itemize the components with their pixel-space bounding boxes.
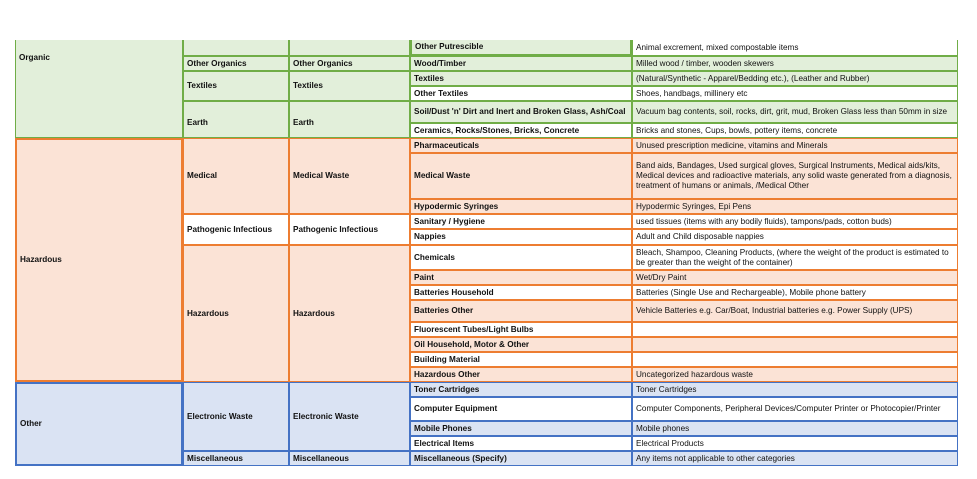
subtype-pathogenic: Pathogenic Infectious (289, 214, 410, 245)
item-hypodermic-syringes: Hypodermic Syringes (410, 199, 632, 214)
type-other-organics: Other Organics (183, 56, 289, 71)
category-other: Other (15, 382, 183, 466)
item-miscellaneous-specify: Miscellaneous (Specify) (410, 451, 632, 466)
desc-toner-cartridges: Toner Cartridges (632, 382, 958, 397)
desc-other-textiles: Shoes, handbags, millinery etc (632, 86, 958, 101)
subtype-electronic-waste: Electronic Waste (289, 382, 410, 451)
type-earth: Earth (183, 101, 289, 138)
desc-fluorescent-tubes (632, 322, 958, 337)
desc-electrical-items: Electrical Products (632, 436, 958, 451)
item-other-putrescible: Other Putrescible (410, 40, 632, 56)
item-chemicals: Chemicals (410, 245, 632, 270)
desc-hazardous-other: Uncategorized hazardous waste (632, 367, 958, 382)
desc-pharmaceuticals: Unused prescription medicine, vitamins and Minerals (632, 138, 958, 153)
subtype-earth: Earth (289, 101, 410, 138)
item-fluorescent-tubes: Fluorescent Tubes/Light Bulbs (410, 322, 632, 337)
item-building-material: Building Material (410, 352, 632, 367)
desc-building-material (632, 352, 958, 367)
item-ceramics: Ceramics, Rocks/Stones, Bricks, Concrete (410, 123, 632, 138)
item-soil-dust: Soil/Dust 'n' Dirt and Inert and Broken Glass, Ash/Coal (410, 101, 632, 123)
type-cell-empty (183, 40, 289, 56)
desc-soil-dust: Vacuum bag contents, soil, rocks, dirt, grit, mud, Broken Glass less than 50mm in size (632, 101, 958, 123)
desc-oil-household (632, 337, 958, 352)
desc-mobile-phones: Mobile phones (632, 421, 958, 436)
item-textiles: Textiles (410, 71, 632, 86)
desc-chemicals: Bleach, Shampoo, Cleaning Products, (where the weight of the product is estimated to be greater than the weight of the container) (632, 245, 958, 270)
type-miscellaneous: Miscellaneous (183, 451, 289, 466)
subtype-textiles: Textiles (289, 71, 410, 101)
item-paint: Paint (410, 270, 632, 285)
desc-miscellaneous: Any items not applicable to other categories (632, 451, 958, 466)
desc-paint: Wet/Dry Paint (632, 270, 958, 285)
subtype-other-organics: Other Organics (289, 56, 410, 71)
item-computer-equipment: Computer Equipment (410, 397, 632, 421)
subtype-cell-empty (289, 40, 410, 56)
item-batteries-other: Batteries Other (410, 300, 632, 322)
type-pathogenic: Pathogenic Infectious (183, 214, 289, 245)
item-other-textiles: Other Textiles (410, 86, 632, 101)
item-medical-waste: Medical Waste (410, 153, 632, 199)
item-electrical-items: Electrical Items (410, 436, 632, 451)
desc-textiles: (Natural/Synthetic - Apparel/Bedding etc.), (Leather and Rubber) (632, 71, 958, 86)
desc-medical-waste: Band aids, Bandages, Used surgical gloves, Surgical Instruments, Medical aids/kits, Medical devices and radioactive materials, any solid waste generated from a diagnosis, treatment of humans or animals, /Medical Other (632, 153, 958, 199)
subtype-miscellaneous: Miscellaneous (289, 451, 410, 466)
item-nappies: Nappies (410, 229, 632, 245)
item-mobile-phones: Mobile Phones (410, 421, 632, 436)
desc-wood-timber: Milled wood / timber, wooden skewers (632, 56, 958, 71)
desc-sanitary-hygiene: used tissues (items with any bodily fluids), tampons/pads, cotton buds) (632, 214, 958, 229)
desc-nappies: Adult and Child disposable nappies (632, 229, 958, 245)
subtype-medical-waste: Medical Waste (289, 138, 410, 214)
item-toner-cartridges: Toner Cartridges (410, 382, 632, 397)
subtype-hazardous: Hazardous (289, 245, 410, 382)
item-hazardous-other: Hazardous Other (410, 367, 632, 382)
desc-batteries-other: Vehicle Batteries e.g. Car/Boat, Industrial batteries e.g. Power Supply (UPS) (632, 300, 958, 322)
desc-other-putrescible: Animal excrement, mixed compostable items (632, 40, 958, 56)
desc-batteries-household: Batteries (Single Use and Rechargeable), Mobile phone battery (632, 285, 958, 300)
type-medical: Medical (183, 138, 289, 214)
type-textiles: Textiles (183, 71, 289, 101)
desc-ceramics: Bricks and stones, Cups, bowls, pottery items, concrete (632, 123, 958, 138)
type-hazardous: Hazardous (183, 245, 289, 382)
item-batteries-household: Batteries Household (410, 285, 632, 300)
item-sanitary-hygiene: Sanitary / Hygiene (410, 214, 632, 229)
desc-hypodermic-syringes: Hypodermic Syringes, Epi Pens (632, 199, 958, 214)
category-organic: Organic (15, 40, 183, 138)
type-electronic-waste: Electronic Waste (183, 382, 289, 451)
item-pharmaceuticals: Pharmaceuticals (410, 138, 632, 153)
item-oil-household: Oil Household, Motor & Other (410, 337, 632, 352)
item-wood-timber: Wood/Timber (410, 56, 632, 71)
desc-computer-equipment: Computer Components, Peripheral Devices/Computer Printer or Photocopier/Printer (632, 397, 958, 421)
category-hazardous: Hazardous (15, 138, 183, 382)
waste-category-table (15, 40, 958, 466)
